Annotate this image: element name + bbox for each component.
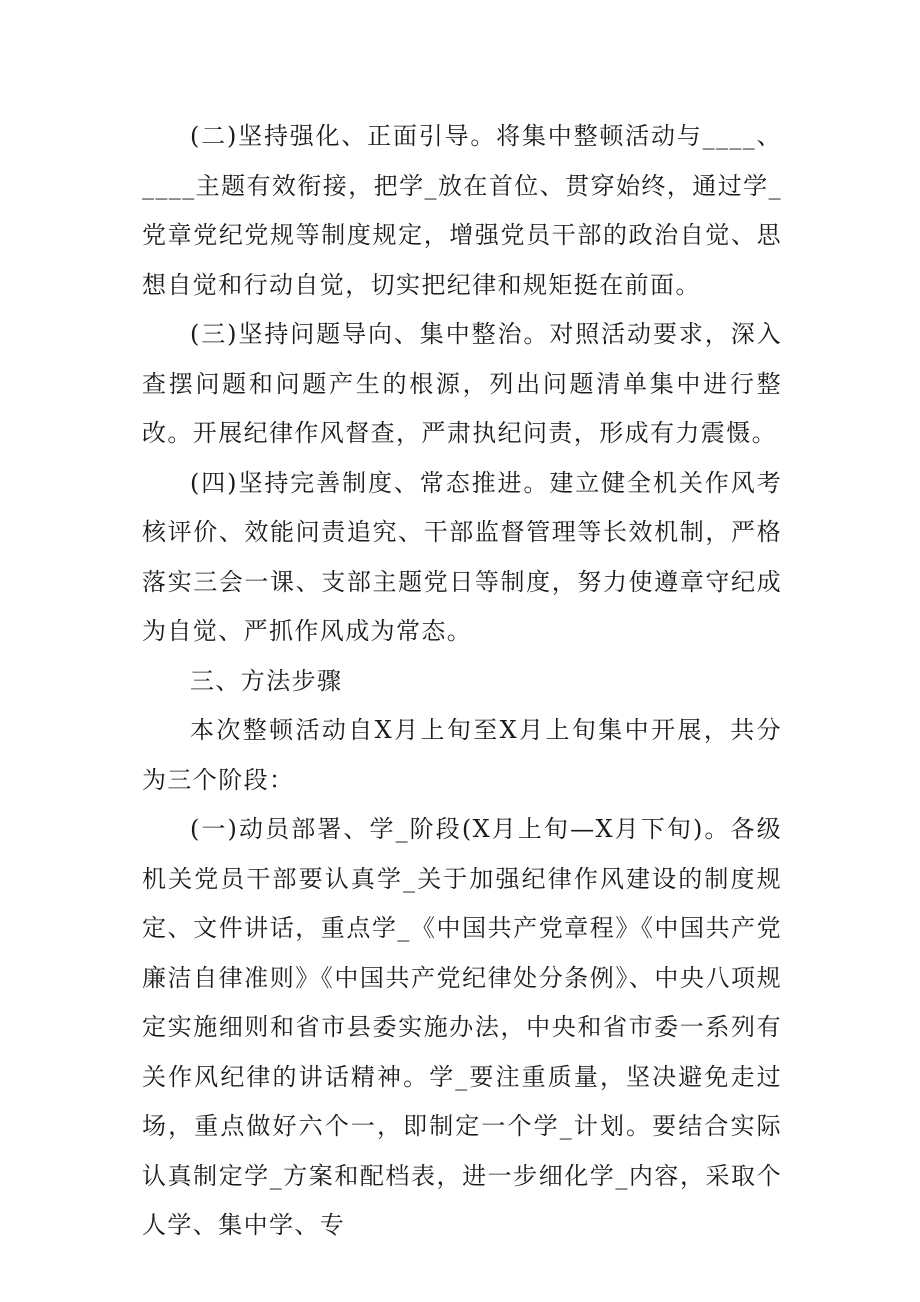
paragraph-principle-four: (四)坚持完善制度、常态推进。建立健全机关作风考核评价、效能问责追究、干部监督管理等长效机制，严格落实三会一课、支部主题党日等制度，努力使遵章守纪成为自觉、严抓作风成为常态。 [142,468,782,645]
section-heading: 三、方法步骤 [190,666,343,695]
document-body [142,112,782,1251]
paragraph-intro: 本次整顿活动自X月上旬至X月上旬集中开展，共分为三个阶段： [142,716,782,794]
paragraph-principle-two: (二)坚持强化、正面引导。将集中整顿活动与____、____主题有效衔接，把学_放在首位、贯穿始终，通过学_党章党纪党规等制度规定，增强党员干部的政治自觉、思想自觉和行动自觉，切实把纪律和规矩挺在前面。 [142,122,782,299]
paragraph-stage-one: (一)动员部署、学_阶段(X月上旬—X月下旬)。各级机关党员干部要认真学_关于加强纪律作风建设的制度规定、文件讲话，重点学_《中国共产党章程》《中国共产党廉洁自律准则》《中国共产党纪律处分条例》、中央八项规定实施细则和省市县委实施办法，中央和省市委一系列有关作风纪律的讲话精神。学_要注重质量，坚决避免走过场，重点做好六个一，即制定一个学_计划。要结合实际认真制定学_方案和配档表，进一步细化学_内容，采取个人学、集中学、专 [142,815,782,1239]
paragraph-principle-three: (三)坚持问题导向、集中整治。对照活动要求，深入查摆问题和问题产生的根源，列出问题清单集中进行整改。开展纪律作风督查，严肃执纪问责，形成有力震慑。 [142,320,782,447]
